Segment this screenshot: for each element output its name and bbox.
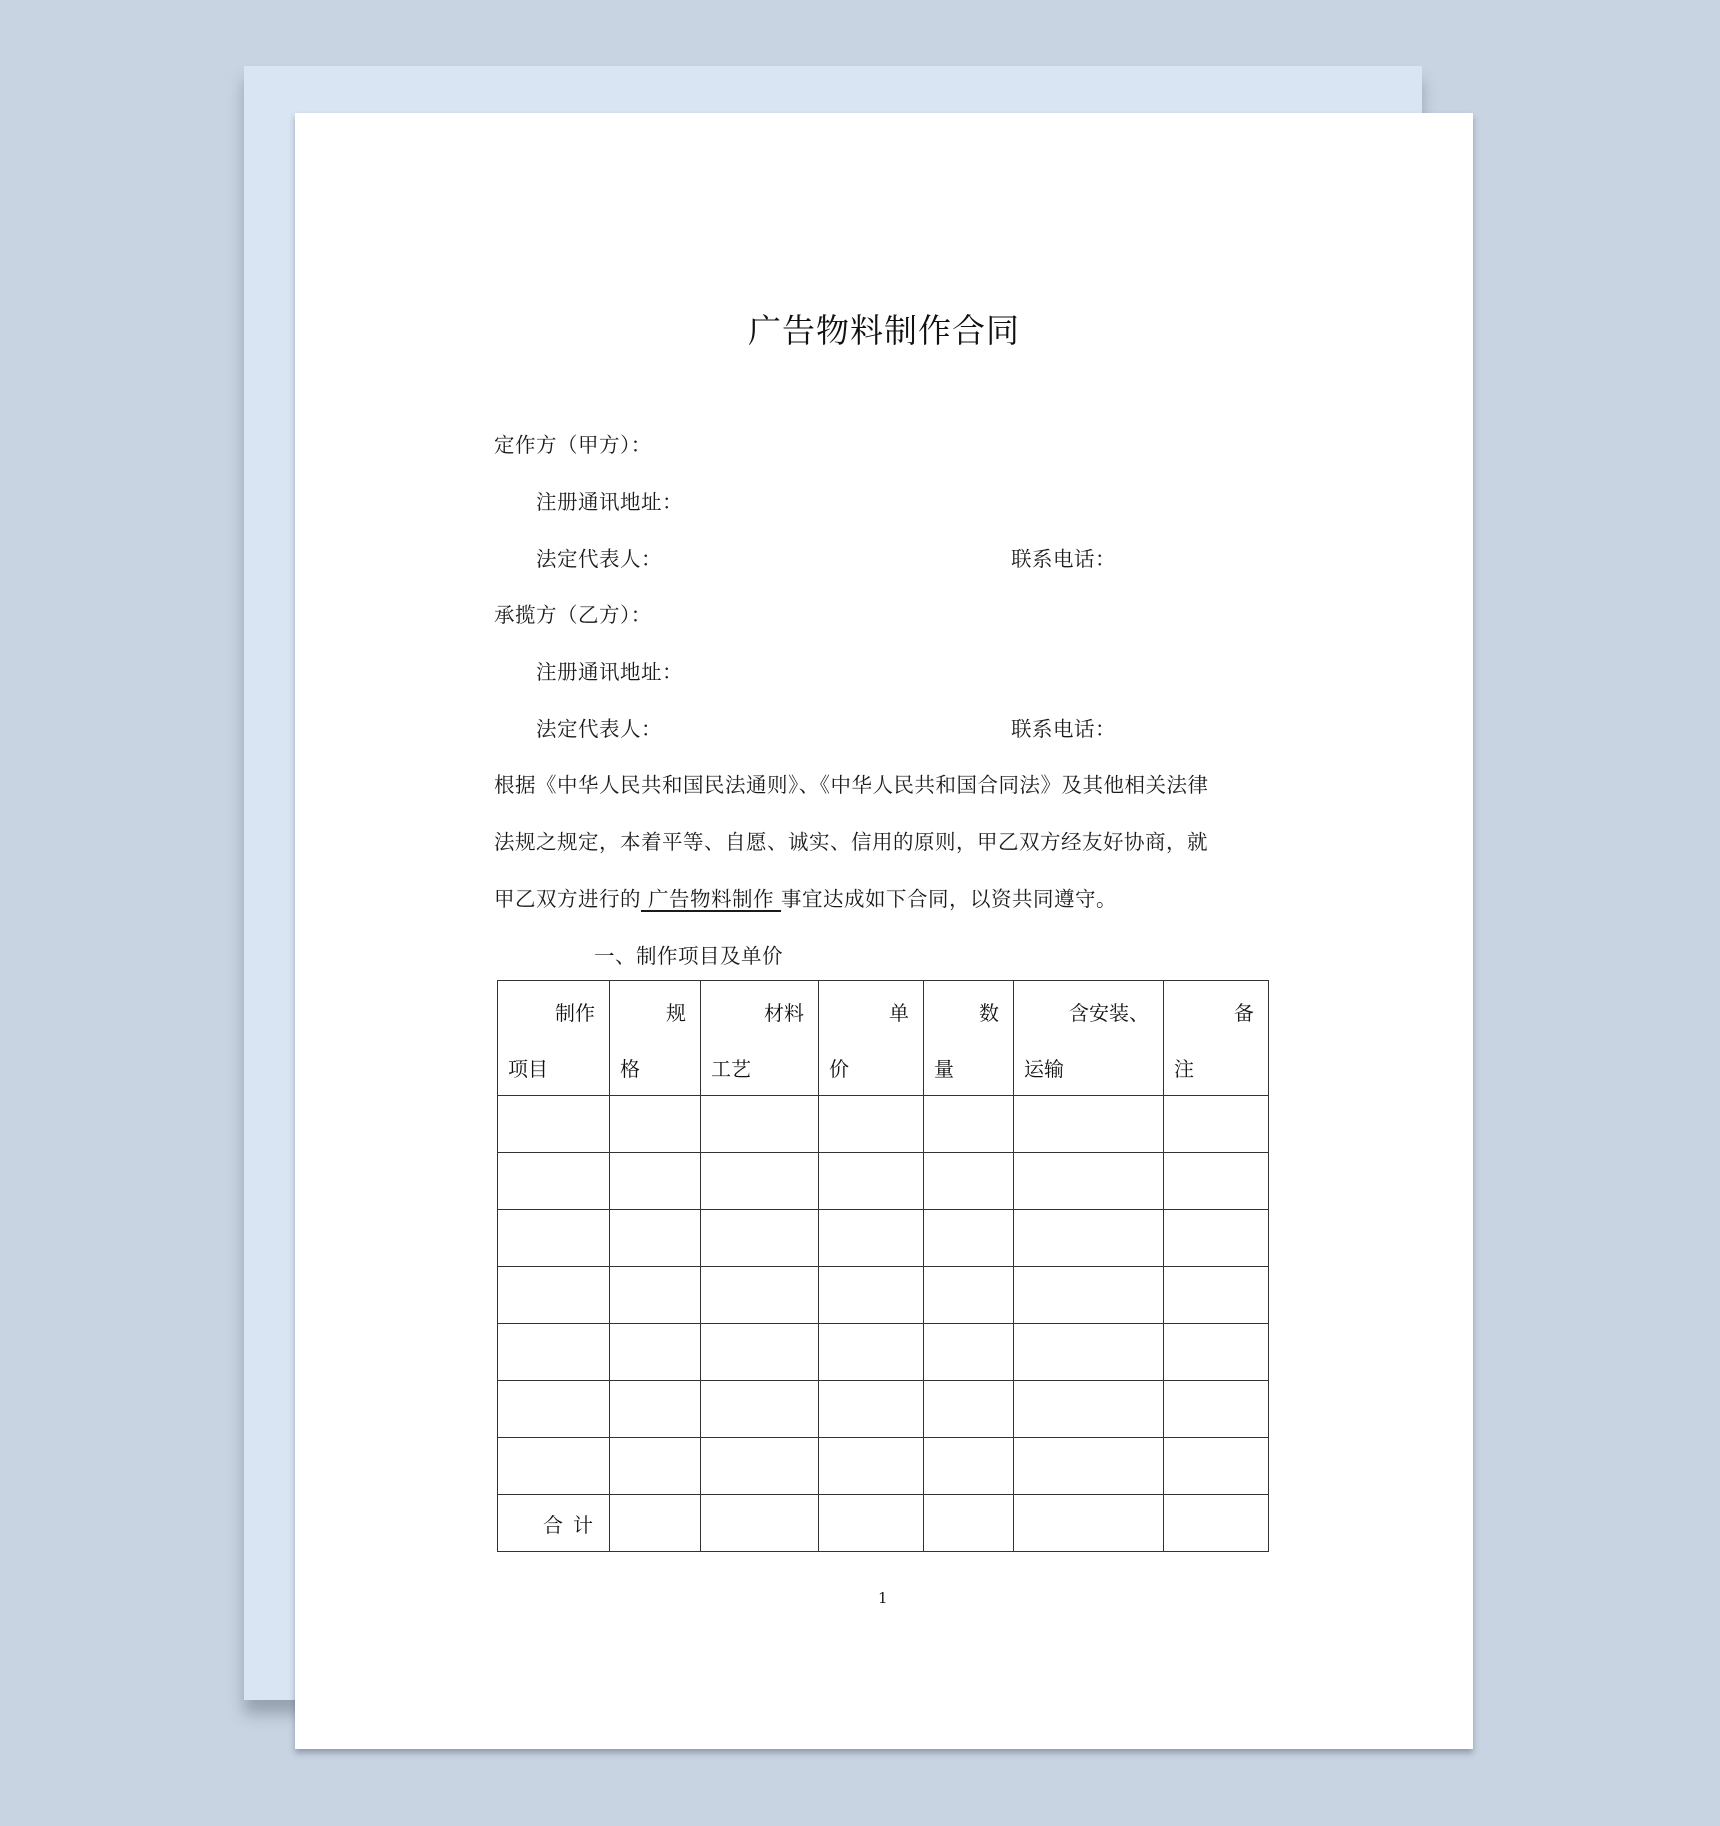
section-1-heading: 一、制作项目及单价: [594, 944, 783, 968]
document-title: 广告物料制作合同: [748, 311, 1020, 350]
table-total-row: [498, 1495, 1269, 1552]
party-a-phone-label: 联系电话：: [1011, 547, 1116, 571]
preamble-suffix: 事宜达成如下合同，以资共同遵守。: [781, 887, 1118, 911]
preamble-line-2: 法规之规定，本着平等、自愿、诚实、信用的原则，甲乙双方经友好协商，就: [494, 830, 1208, 854]
header-cell-item: 制作 项目: [498, 981, 610, 1096]
preamble-prefix: 甲乙双方进行的: [494, 887, 641, 911]
header-cell-quantity: 数 量: [924, 981, 1014, 1096]
preamble-line-1: 根据《中华人民共和国民法通则》、《中华人民共和国合同法》及其他相关法律: [494, 773, 1209, 797]
items-table: [497, 980, 1269, 1552]
table-row: [498, 1438, 1269, 1495]
party-b-address-label: 注册通讯地址：: [536, 660, 683, 684]
table-header-row: [498, 981, 1269, 1096]
header-cell-unit-price: 单 价: [819, 981, 924, 1096]
table-row: [498, 1267, 1269, 1324]
header-cell-material: 材料 工艺: [701, 981, 819, 1096]
party-b-label: 承揽方（乙方）：: [494, 603, 652, 627]
party-b-rep-label: 法定代表人：: [536, 717, 662, 741]
page-number: 1: [878, 1589, 888, 1607]
contract-subject: 广告物料制作: [641, 887, 782, 911]
header-cell-spec: 规 格: [610, 981, 701, 1096]
table-row: [498, 1381, 1269, 1438]
document-page: [295, 113, 1473, 1749]
table-row: [498, 1210, 1269, 1267]
total-label: 合计: [543, 1513, 603, 1537]
header-cell-install-transport: 含安装、 运输: [1014, 981, 1164, 1096]
table-row: [498, 1096, 1269, 1153]
party-a-address-label: 注册通讯地址：: [536, 490, 683, 514]
party-b-phone-label: 联系电话：: [1011, 717, 1116, 741]
table-row: [498, 1324, 1269, 1381]
header-cell-remarks: 备 注: [1164, 981, 1269, 1096]
total-label-cell: [498, 1495, 610, 1552]
preamble-line-3: [494, 882, 1117, 912]
party-a-rep-label: 法定代表人：: [536, 547, 662, 571]
table-row: [498, 1153, 1269, 1210]
party-a-label: 定作方（甲方）：: [494, 433, 652, 457]
